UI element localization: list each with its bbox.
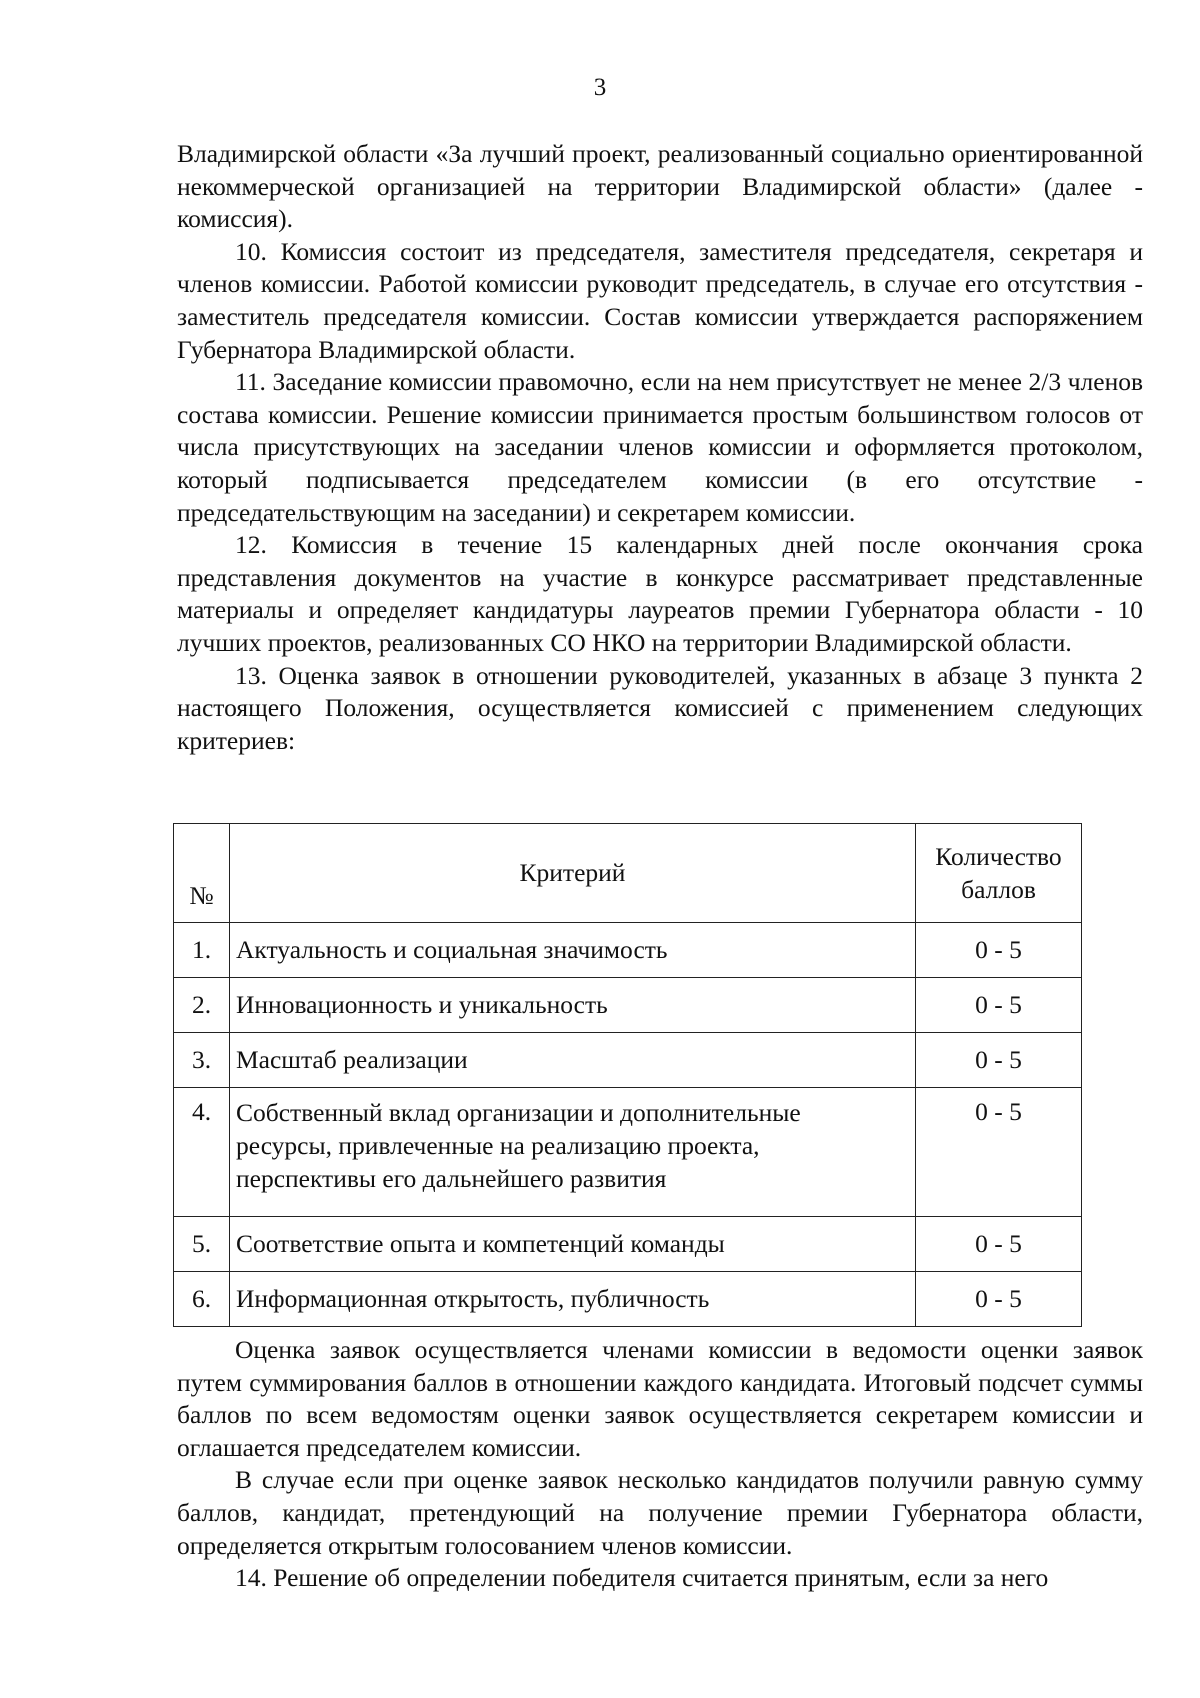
row-number: 2. bbox=[174, 978, 230, 1033]
page-number: 3 bbox=[593, 74, 607, 101]
row-score: 0 - 5 bbox=[916, 1033, 1082, 1088]
row-score: 0 - 5 bbox=[916, 1272, 1082, 1327]
row-criterion: Масштаб реализации bbox=[230, 1033, 916, 1088]
paragraph-10: 10. Комиссия состоит из председателя, заместителя председателя, секретаря и членов комиссии. Работой комиссии руководит председатель, в случае его отсутствия - заместитель председателя комиссии. Состав комиссии утверждается распоряжением Губернатора Владимирской области. bbox=[177, 236, 1143, 364]
row-number: 1. bbox=[174, 923, 230, 978]
table-row bbox=[174, 1272, 1082, 1327]
row-criterion: Информационная открытость, публичность bbox=[230, 1272, 916, 1327]
table-header-row bbox=[174, 824, 1082, 923]
row-criterion bbox=[230, 1088, 916, 1217]
table-row bbox=[174, 923, 1082, 978]
paragraph-13: 13. Оценка заявок в отношении руководителей, указанных в абзаце 3 пункта 2 настоящего Положения, осуществляется комиссией с применением следующих критериев: bbox=[177, 660, 1143, 755]
paragraph-continuation: Владимирской области «За лучший проект, реализованный социально ориентированной некоммерческой организацией на территории Владимирской области» (далее - комиссия). bbox=[177, 139, 1143, 234]
header-score-line1: Количество bbox=[935, 842, 1062, 871]
body-text-bottom bbox=[177, 1334, 1143, 1595]
row-score: 0 - 5 bbox=[916, 1217, 1082, 1272]
row-score: 0 - 5 bbox=[916, 978, 1082, 1033]
row-criterion-line: Собственный вклад организации и дополнительные bbox=[236, 1098, 801, 1127]
criteria-table bbox=[173, 823, 1082, 1327]
paragraph-evaluation: Оценка заявок осуществляется членами комиссии в ведомости оценки заявок путем суммирования баллов в отношении каждого кандидата. Итоговый подсчет суммы баллов по всем ведомостям оценки заявок осуществляется секретарем комиссии и оглашается председателем комиссии. bbox=[177, 1335, 1143, 1462]
row-criterion-line: ресурсы, привлеченные на реализацию проекта, bbox=[236, 1131, 760, 1160]
row-number: 3. bbox=[174, 1033, 230, 1088]
paragraph-14: 14. Решение об определении победителя считается принятым, если за него bbox=[235, 1563, 1049, 1593]
paragraph-12: 12. Комиссия в течение 15 календарных дней после окончания срока представления документов на участие в конкурсе рассматривает представленные материалы и определяет кандидатуры лауреатов премии Губернатора области - 10 лучших проектов, реализованных СО НКО на территории Владимирской области. bbox=[177, 530, 1143, 657]
paragraph-tie: В случае если при оценке заявок несколько кандидатов получили равную сумму баллов, кандидат, претендующий на получение премии Губернатора области, определяется открытым голосованием членов комиссии. bbox=[177, 1465, 1143, 1560]
table-row bbox=[174, 1088, 1082, 1217]
row-criterion: Соответствие опыта и компетенций команды bbox=[230, 1217, 916, 1272]
header-criterion: Критерий bbox=[230, 824, 916, 923]
row-criterion-line: перспективы его дальнейшего развития bbox=[236, 1164, 667, 1193]
row-number: 5. bbox=[174, 1217, 230, 1272]
row-score: 0 - 5 bbox=[916, 1088, 1082, 1217]
paragraph-11: 11. Заседание комиссии правомочно, если на нем присутствует не менее 2/3 членов состава комиссии. Решение комиссии принимается простым большинством голосов от числа присутствующих на заседании членов комиссии и оформляется протоколом, который подписывается председателем комиссии (в его отсутствие - председательствующим на заседании) и секретарем комиссии. bbox=[177, 367, 1143, 527]
header-score bbox=[916, 824, 1082, 923]
table-row bbox=[174, 978, 1082, 1033]
table-row bbox=[174, 1033, 1082, 1088]
table-row bbox=[174, 1217, 1082, 1272]
row-criterion: Инновационность и уникальность bbox=[230, 978, 916, 1033]
row-criterion: Актуальность и социальная значимость bbox=[230, 923, 916, 978]
header-number: № bbox=[174, 824, 230, 923]
body-text-top bbox=[177, 138, 1143, 757]
row-number: 6. bbox=[174, 1272, 230, 1327]
row-score: 0 - 5 bbox=[916, 923, 1082, 978]
header-score-line2: баллов bbox=[961, 875, 1036, 904]
row-number: 4. bbox=[174, 1088, 230, 1217]
